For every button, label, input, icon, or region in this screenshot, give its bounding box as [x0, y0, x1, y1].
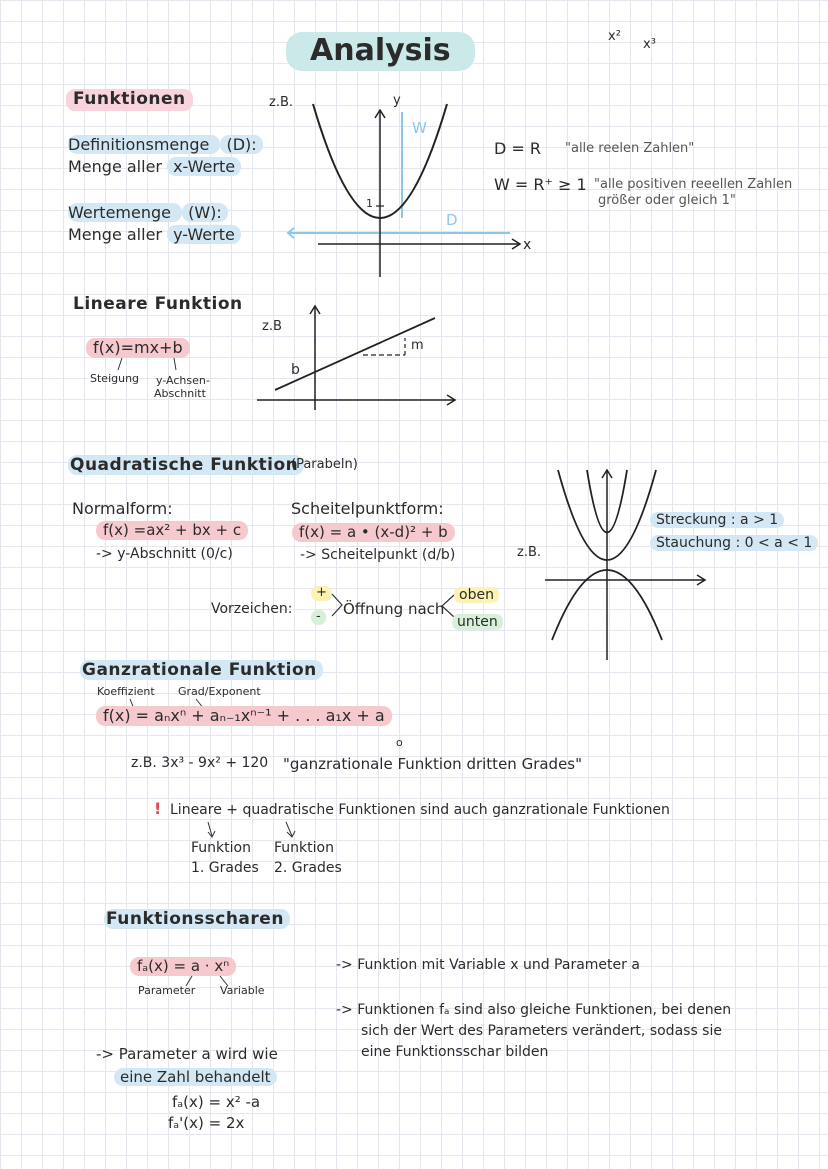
section-heading-linear: Lineare Funktion: [73, 294, 243, 314]
ganzrational-zero: o: [396, 736, 403, 749]
parameter-note-line-2: eine Zahl behandelt: [114, 1069, 277, 1086]
wertemenge-label: Wertemenge (W):: [68, 204, 228, 222]
koeffizient-label: Koeffizient: [97, 685, 155, 698]
scharen-arrow-2-line-3: eine Funktionsschar bilden: [361, 1044, 549, 1060]
graph-x-label: x: [523, 237, 532, 253]
d-note: "alle reelen Zahlen": [565, 141, 695, 156]
scharen-arrow-2-line-2: sich der Wert des Parameters verändert, sodass sie: [361, 1023, 722, 1039]
linear-m-label: m: [411, 338, 424, 353]
wertemenge-desc: Menge aller y-Werte: [68, 226, 241, 244]
linear-zb: z.B: [262, 319, 282, 334]
w-equation: W = R⁺ ≥ 1: [494, 175, 587, 194]
quadratic-zb: z.B.: [517, 545, 542, 560]
grad2-line-1: Funktion: [274, 840, 334, 856]
scharen-example-2: fₐ'(x) = 2x: [168, 1114, 245, 1132]
ganzrational-note-arrows: [200, 820, 320, 842]
quadratic-heading-note: (Parabeln): [291, 457, 358, 472]
parameter-note-line-1: -> Parameter a wird wie: [96, 1045, 278, 1063]
section-heading-ganzrational: Ganzrationale Funktion: [80, 661, 323, 681]
linear-b-label: b: [291, 362, 300, 378]
variable-label: Variable: [220, 984, 265, 997]
scharen-example-1: fₐ(x) = x² -a: [172, 1093, 261, 1111]
streckung-label: Streckung : a > 1: [650, 512, 784, 528]
scheitelpunktform-note: -> Scheitelpunkt (d/b): [300, 547, 456, 563]
stauchung-label: Stauchung : 0 < a < 1: [650, 535, 818, 551]
power-x3: x³: [643, 37, 656, 52]
achsen-label-2: Abschnitt: [154, 387, 206, 400]
scharen-arrow-2-line-1: -> Funktionen fₐ sind also gleiche Funktionen, bei denen: [336, 1002, 732, 1018]
graph-y-label: y: [393, 93, 401, 108]
graph-w-label: W: [412, 119, 427, 137]
scheitelpunktform-label: Scheitelpunktform:: [291, 499, 444, 518]
section-heading-quadratic: Quadratische Funktion: [68, 456, 304, 476]
w-note-line-1: "alle positiven reeellen Zahlen: [594, 177, 793, 192]
grad2-line-2: 2. Grades: [274, 860, 342, 876]
sign-minus: -: [311, 610, 326, 625]
scharen-arrow-1: -> Funktion mit Variable x und Parameter a: [336, 957, 640, 973]
ganzrational-formula: f(x) = aₙxⁿ + aₙ₋₁xⁿ⁻¹ + . . . a₁x + a: [96, 706, 392, 726]
quadratic-graph: [540, 465, 710, 665]
section-heading-scharen: Funktionsscharen: [104, 910, 290, 930]
definitionsmenge-desc: Menge aller x-Werte: [68, 158, 241, 176]
oeffnung-oben: oben: [454, 587, 499, 603]
page-title-text: Analysis: [310, 33, 451, 68]
section-heading-funktionen: Funktionen: [66, 89, 193, 111]
achsen-label-1: y-Achsen-: [156, 374, 210, 387]
oeffnung-label: Öffnung nach: [343, 600, 445, 618]
grad1-line-2: 1. Grades: [191, 860, 259, 876]
linear-graph: [255, 300, 465, 420]
normalform-label: Normalform:: [72, 499, 173, 518]
funktionen-zb: z.B.: [269, 95, 294, 110]
grad-exponent-label: Grad/Exponent: [178, 685, 261, 698]
power-x2: x²: [608, 29, 621, 44]
warning-icon: !: [154, 799, 162, 818]
ganzrational-example: z.B. 3x³ - 9x² + 120: [131, 755, 269, 771]
oeffnung-unten: unten: [452, 614, 503, 630]
d-equation: D = R: [494, 139, 542, 158]
steigung-label: Steigung: [90, 372, 140, 385]
ganzrational-example-desc: "ganzrationale Funktion dritten Grades": [283, 755, 583, 773]
vorzeichen-label: Vorzeichen:: [211, 601, 293, 617]
normalform-formula: f(x) =ax² + bx + c: [96, 521, 248, 540]
page-title: [286, 32, 475, 71]
sign-plus: +: [311, 586, 332, 601]
linear-formula: f(x)=mx+b: [86, 338, 190, 358]
parameter-label: Parameter: [138, 984, 196, 997]
ganzrational-note: Lineare + quadratische Funktionen sind auch ganzrationale Funktionen: [170, 802, 670, 818]
normalform-note: -> y-Abschnitt (0/c): [96, 546, 233, 562]
graph-d-label: D: [446, 211, 458, 229]
graph-one-label: 1: [366, 197, 373, 210]
w-note-line-2: größer oder gleich 1": [598, 193, 736, 208]
definitionsmenge-label: Definitionsmenge (D):: [68, 136, 263, 154]
scharen-formula: fₐ(x) = a · xⁿ: [130, 957, 236, 976]
scheitelpunktform-formula: f(x) = a • (x-d)² + b: [292, 523, 455, 542]
grad1-line-1: Funktion: [191, 840, 251, 856]
